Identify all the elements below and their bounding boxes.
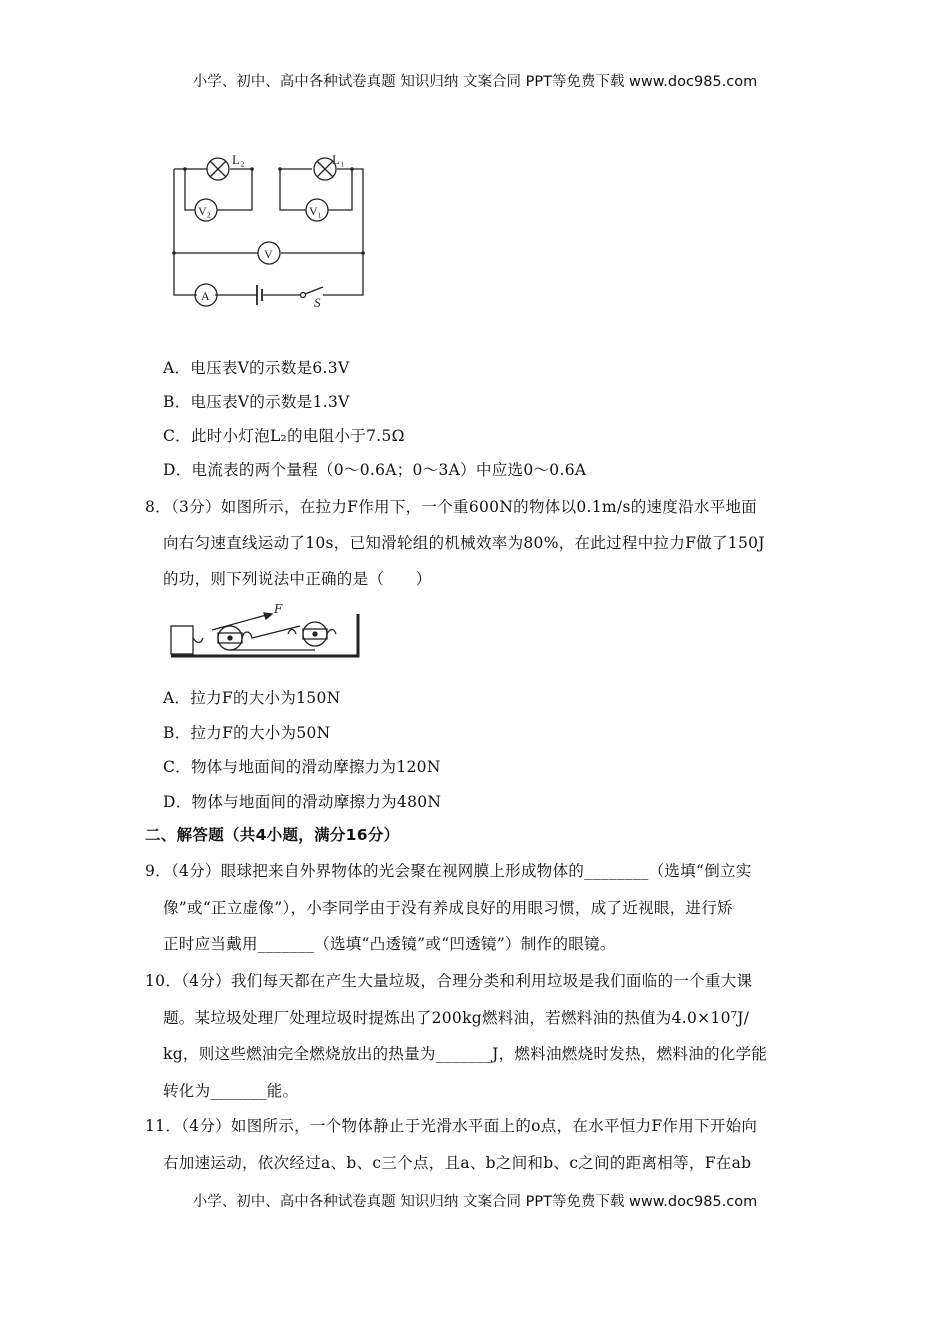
q10-line-4: 转化为_______能。 — [163, 1082, 299, 1100]
q7-option-a: A．电压表V的示数是6.3V — [163, 359, 350, 377]
q9-line-3: 正时应当戴用_______（选填“凸透镜”或“凹透镜”）制作的眼镜。 — [163, 935, 616, 953]
page-footer: 小学、初中、高中各种试卷真题 知识归纳 文案合同 PPT等免费下载 www.doc985.com — [192, 1194, 758, 1210]
q8-option-d: D．物体与地面间的滑动摩擦力为480N — [163, 793, 442, 811]
label-s: S — [314, 295, 321, 310]
label-a: A — [201, 289, 210, 303]
label-v1: V₁ — [309, 204, 322, 218]
q10-line-1: 10．（4分）我们每天都在产生大量垃圾，合理分类和利用垃圾是我们面临的一个重大课 — [145, 972, 753, 990]
label-v: V — [264, 247, 273, 261]
q7-option-c: C．此时小灯泡L₂的电阻小于7.5Ω — [163, 427, 405, 445]
label-f: F — [274, 602, 283, 616]
q8-line-3: 的功，则下列说法中正确的是（ ） — [163, 570, 432, 588]
q10-line-3: kg，则这些燃油完全燃烧放出的热量为_______J，燃料油燃烧时发热，燃料油的化学能 — [163, 1045, 768, 1063]
q8-option-a: A．拉力F的大小为150N — [163, 689, 341, 707]
q9-line-2: 像”或“正立虚像”），小李同学由于没有养成良好的用眼习惯，成了近视眼，进行矫 — [163, 899, 733, 917]
q7-option-d: D．电流表的两个量程（0～0.6A；0～3A）中应选0～0.6A — [163, 461, 587, 479]
label-l2: L₂ — [232, 152, 245, 167]
pulley-diagram — [160, 600, 380, 670]
q7-option-b: B．电压表V的示数是1.3V — [163, 393, 350, 411]
q11-line-2: 右加速运动，依次经过a、b、c三个点，且a、b之间和b、c之间的距离相等，F在ab — [163, 1154, 752, 1172]
circuit-diagram — [160, 140, 380, 320]
q8-option-c: C．物体与地面间的滑动摩擦力为120N — [163, 758, 441, 776]
page-header: 小学、初中、高中各种试卷真题 知识归纳 文案合同 PPT等免费下载 www.doc985.com — [192, 74, 758, 90]
q11-line-1: 11．（4分）如图所示，一个物体静止于光滑水平面上的o点，在水平恒力F作用下开始向 — [145, 1117, 758, 1135]
q10-line-2: 题。某垃圾处理厂处理垃圾时提炼出了200kg燃料油，若燃料油的热值为4.0×10⁷J/ — [163, 1009, 750, 1027]
q8-line-1: 8．（3分）如图所示，在拉力F作用下，一个重600N的物体以0.1m/s的速度沿水平地面 — [145, 498, 758, 516]
q9-line-1: 9．（4分）眼球把来自外界物体的光会聚在视网膜上形成物体的________（选填“倒立实 — [145, 862, 752, 880]
label-l1: L₁ — [332, 152, 345, 167]
label-v2: V₂ — [198, 204, 211, 218]
q8-line-2: 向右匀速直线运动了10s，已知滑轮组的机械效率为80%，在此过程中拉力F做了150J — [163, 534, 765, 552]
section-heading: 二、解答题（共4小题，满分16分） — [145, 826, 400, 844]
q8-option-b: B．拉力F的大小为50N — [163, 724, 331, 742]
